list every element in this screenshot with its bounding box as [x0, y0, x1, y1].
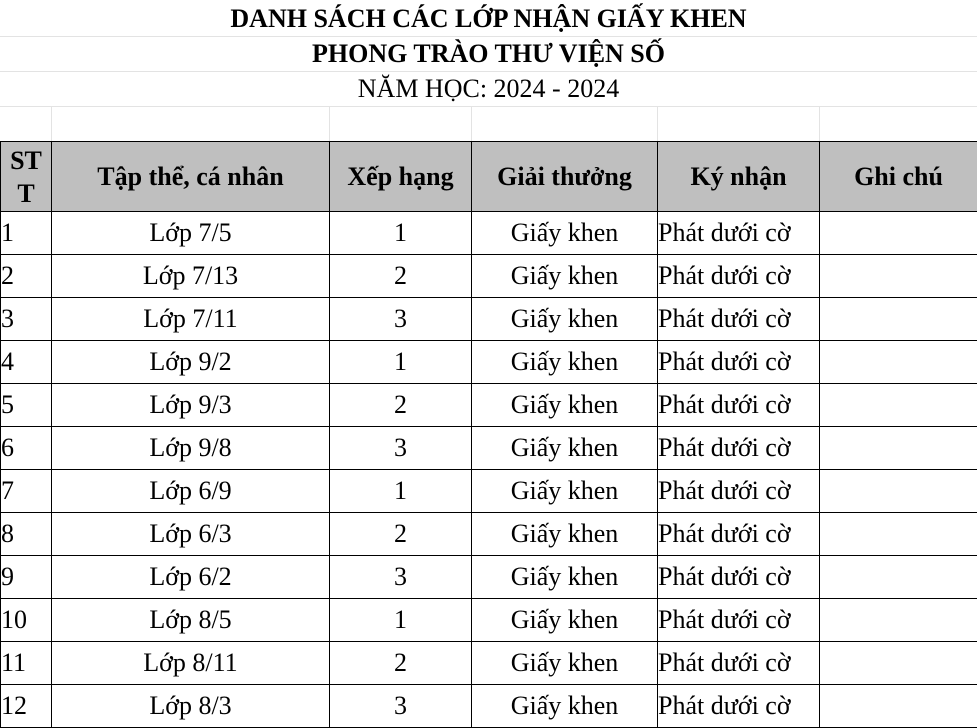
cell-group[interactable]: Lớp 6/9 [52, 470, 330, 513]
cell-group[interactable]: Lớp 9/2 [52, 341, 330, 384]
table-row [1, 642, 977, 685]
cell-stt[interactable]: 7 [1, 470, 52, 513]
cell-sign[interactable]: Phát dưới cờ [658, 341, 820, 384]
cell-award[interactable]: Giấy khen [472, 212, 658, 255]
cell-rank[interactable]: 2 [330, 255, 472, 298]
cell-note[interactable] [820, 427, 977, 470]
header-group[interactable]: Tập thể, cá nhân [52, 142, 330, 212]
cell-sign[interactable]: Phát dưới cờ [658, 384, 820, 427]
cell-stt[interactable]: 4 [1, 341, 52, 384]
gridline [0, 106, 977, 107]
table-row [1, 255, 977, 298]
cell-note[interactable] [820, 513, 977, 556]
cell-stt[interactable]: 5 [1, 384, 52, 427]
cell-group[interactable]: Lớp 7/5 [52, 212, 330, 255]
gridline [471, 106, 472, 141]
cell-note[interactable] [820, 685, 977, 728]
cell-stt[interactable]: 3 [1, 298, 52, 341]
header-stt-line1: ST [10, 145, 42, 175]
cell-group[interactable]: Lớp 6/3 [52, 513, 330, 556]
cell-rank[interactable]: 3 [330, 298, 472, 341]
table-row [1, 341, 977, 384]
table-row [1, 470, 977, 513]
table-row [1, 513, 977, 556]
cell-award[interactable]: Giấy khen [472, 642, 658, 685]
cell-award[interactable]: Giấy khen [472, 470, 658, 513]
cell-note[interactable] [820, 384, 977, 427]
cell-stt[interactable]: 6 [1, 427, 52, 470]
cell-award[interactable]: Giấy khen [472, 341, 658, 384]
cell-rank[interactable]: 1 [330, 341, 472, 384]
cell-rank[interactable]: 3 [330, 556, 472, 599]
cell-sign[interactable]: Phát dưới cờ [658, 427, 820, 470]
cell-note[interactable] [820, 556, 977, 599]
cell-rank[interactable]: 2 [330, 513, 472, 556]
gridline [657, 106, 658, 141]
header-row [1, 142, 977, 212]
cell-award[interactable]: Giấy khen [472, 427, 658, 470]
cell-award[interactable]: Giấy khen [472, 599, 658, 642]
cell-award[interactable]: Giấy khen [472, 255, 658, 298]
cell-group[interactable]: Lớp 6/2 [52, 556, 330, 599]
header-stt[interactable] [1, 142, 52, 212]
cell-note[interactable] [820, 642, 977, 685]
cell-rank[interactable]: 2 [330, 384, 472, 427]
header-note[interactable]: Ghi chú [820, 142, 977, 212]
cell-award[interactable]: Giấy khen [472, 513, 658, 556]
table-row [1, 384, 977, 427]
cell-award[interactable]: Giấy khen [472, 556, 658, 599]
cell-rank[interactable]: 2 [330, 642, 472, 685]
gridline [819, 106, 820, 141]
cell-note[interactable] [820, 470, 977, 513]
cell-group[interactable]: Lớp 7/11 [52, 298, 330, 341]
cell-sign[interactable]: Phát dưới cờ [658, 599, 820, 642]
cell-award[interactable]: Giấy khen [472, 685, 658, 728]
cell-sign[interactable]: Phát dưới cờ [658, 298, 820, 341]
cell-sign[interactable]: Phát dưới cờ [658, 556, 820, 599]
table-row [1, 298, 977, 341]
cell-sign[interactable]: Phát dưới cờ [658, 212, 820, 255]
cell-rank[interactable]: 1 [330, 599, 472, 642]
cell-rank[interactable]: 3 [330, 427, 472, 470]
table-row [1, 685, 977, 728]
gridline [51, 106, 52, 141]
cell-sign[interactable]: Phát dưới cờ [658, 642, 820, 685]
cell-sign[interactable]: Phát dưới cờ [658, 470, 820, 513]
cell-rank[interactable]: 3 [330, 685, 472, 728]
gridline [329, 106, 330, 141]
cell-note[interactable] [820, 341, 977, 384]
award-table [0, 141, 977, 728]
cell-note[interactable] [820, 255, 977, 298]
title-line-2: PHONG TRÀO THƯ VIỆN SỐ [312, 39, 665, 68]
cell-stt[interactable]: 12 [1, 685, 52, 728]
cell-group[interactable]: Lớp 8/11 [52, 642, 330, 685]
cell-group[interactable]: Lớp 9/3 [52, 384, 330, 427]
cell-group[interactable]: Lớp 7/13 [52, 255, 330, 298]
table-row [1, 556, 977, 599]
cell-note[interactable] [820, 212, 977, 255]
cell-stt[interactable]: 10 [1, 599, 52, 642]
cell-group[interactable]: Lớp 8/5 [52, 599, 330, 642]
cell-note[interactable] [820, 298, 977, 341]
school-year: NĂM HỌC: 2024 - 2024 [357, 74, 620, 103]
cell-rank[interactable]: 1 [330, 212, 472, 255]
cell-sign[interactable]: Phát dưới cờ [658, 255, 820, 298]
cell-sign[interactable]: Phát dưới cờ [658, 685, 820, 728]
cell-group[interactable]: Lớp 8/3 [52, 685, 330, 728]
cell-sign[interactable]: Phát dưới cờ [658, 513, 820, 556]
header-award[interactable]: Giải thưởng [472, 142, 658, 212]
table-row [1, 427, 977, 470]
title-line-1: DANH SÁCH CÁC LỚP NHẬN GIẤY KHEN [230, 4, 747, 33]
cell-stt[interactable]: 8 [1, 513, 52, 556]
table-row [1, 212, 977, 255]
header-stt-line2: T [17, 178, 35, 208]
cell-award[interactable]: Giấy khen [472, 384, 658, 427]
cell-stt[interactable]: 11 [1, 642, 52, 685]
cell-stt[interactable]: 9 [1, 556, 52, 599]
cell-award[interactable]: Giấy khen [472, 298, 658, 341]
cell-stt[interactable]: 2 [1, 255, 52, 298]
cell-group[interactable]: Lớp 9/8 [52, 427, 330, 470]
table-row [1, 599, 977, 642]
cell-note[interactable] [820, 599, 977, 642]
header-rank[interactable]: Xếp hạng [330, 142, 472, 212]
cell-rank[interactable]: 1 [330, 470, 472, 513]
cell-stt[interactable]: 1 [1, 212, 52, 255]
header-sign[interactable]: Ký nhận [658, 142, 820, 212]
